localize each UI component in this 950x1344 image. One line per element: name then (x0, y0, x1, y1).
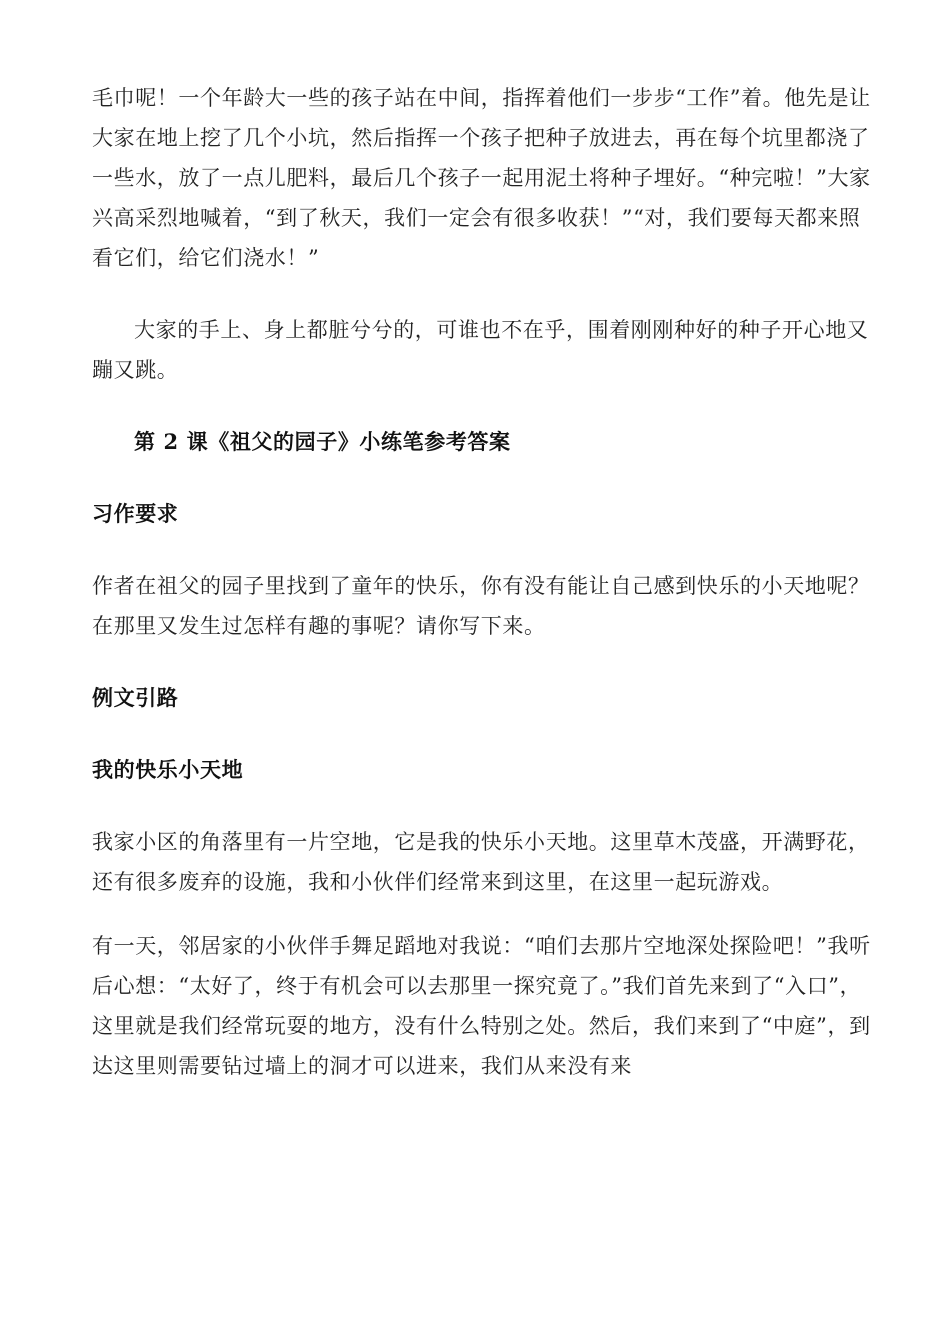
essay-paragraph-1: 我家小区的角落里有一片空地，它是我的快乐小天地。这里草木茂盛，开满野花，还有很多废弃的设施，我和小伙伴们经常来到这里，在这里一起玩游戏。 (92, 830, 870, 894)
story-paragraph-2: 大家的手上、身上都脏兮兮的，可谁也不在乎，围着刚刚种好的种子开心地又蹦又跳。 (92, 318, 869, 382)
requirement-text: 作者在祖父的园子里找到了童年的快乐，你有没有能让自己感到快乐的小天地呢？在那里又发生过怎样有趣的事呢？请你写下来。 (92, 574, 870, 638)
requirement-heading: 习作要求 (92, 501, 179, 526)
lesson-title: 第 2 课《祖父的园子》小练笔参考答案 (134, 429, 511, 454)
essay-title: 我的快乐小天地 (92, 757, 244, 782)
document-page (92, 78, 872, 1086)
story-paragraph-1: 毛巾呢！一个年龄大一些的孩子站在中间，指挥着他们一步步“工作”着。他先是让大家在地上挖了几个小坑，然后指挥一个孩子把种子放进去，再在每个坑里都浇了一些水，放了一点儿肥料，最后几个孩子一起用泥土将种子埋好。“种完啦！”大家兴高采烈地喊着，“到了秋天，我们一定会有很多收获！”“对，我们要每天都来照看它们，给它们浇水！” (92, 86, 871, 270)
example-heading: 例文引路 (92, 685, 179, 710)
essay-paragraph-2: 有一天，邻居家的小伙伴手舞足蹈地对我说：“咱们去那片空地深处探险吧！”我听后心想：“太好了，终于有机会可以去那里一探究竟了。”我们首先来到了“入口”，这里就是我们经常玩耍的地方，没有什么特别之处。然后，我们来到了“中庭”，到达这里则需要钻过墙上的洞才可以进来，我们从来没有来 (92, 934, 871, 1078)
